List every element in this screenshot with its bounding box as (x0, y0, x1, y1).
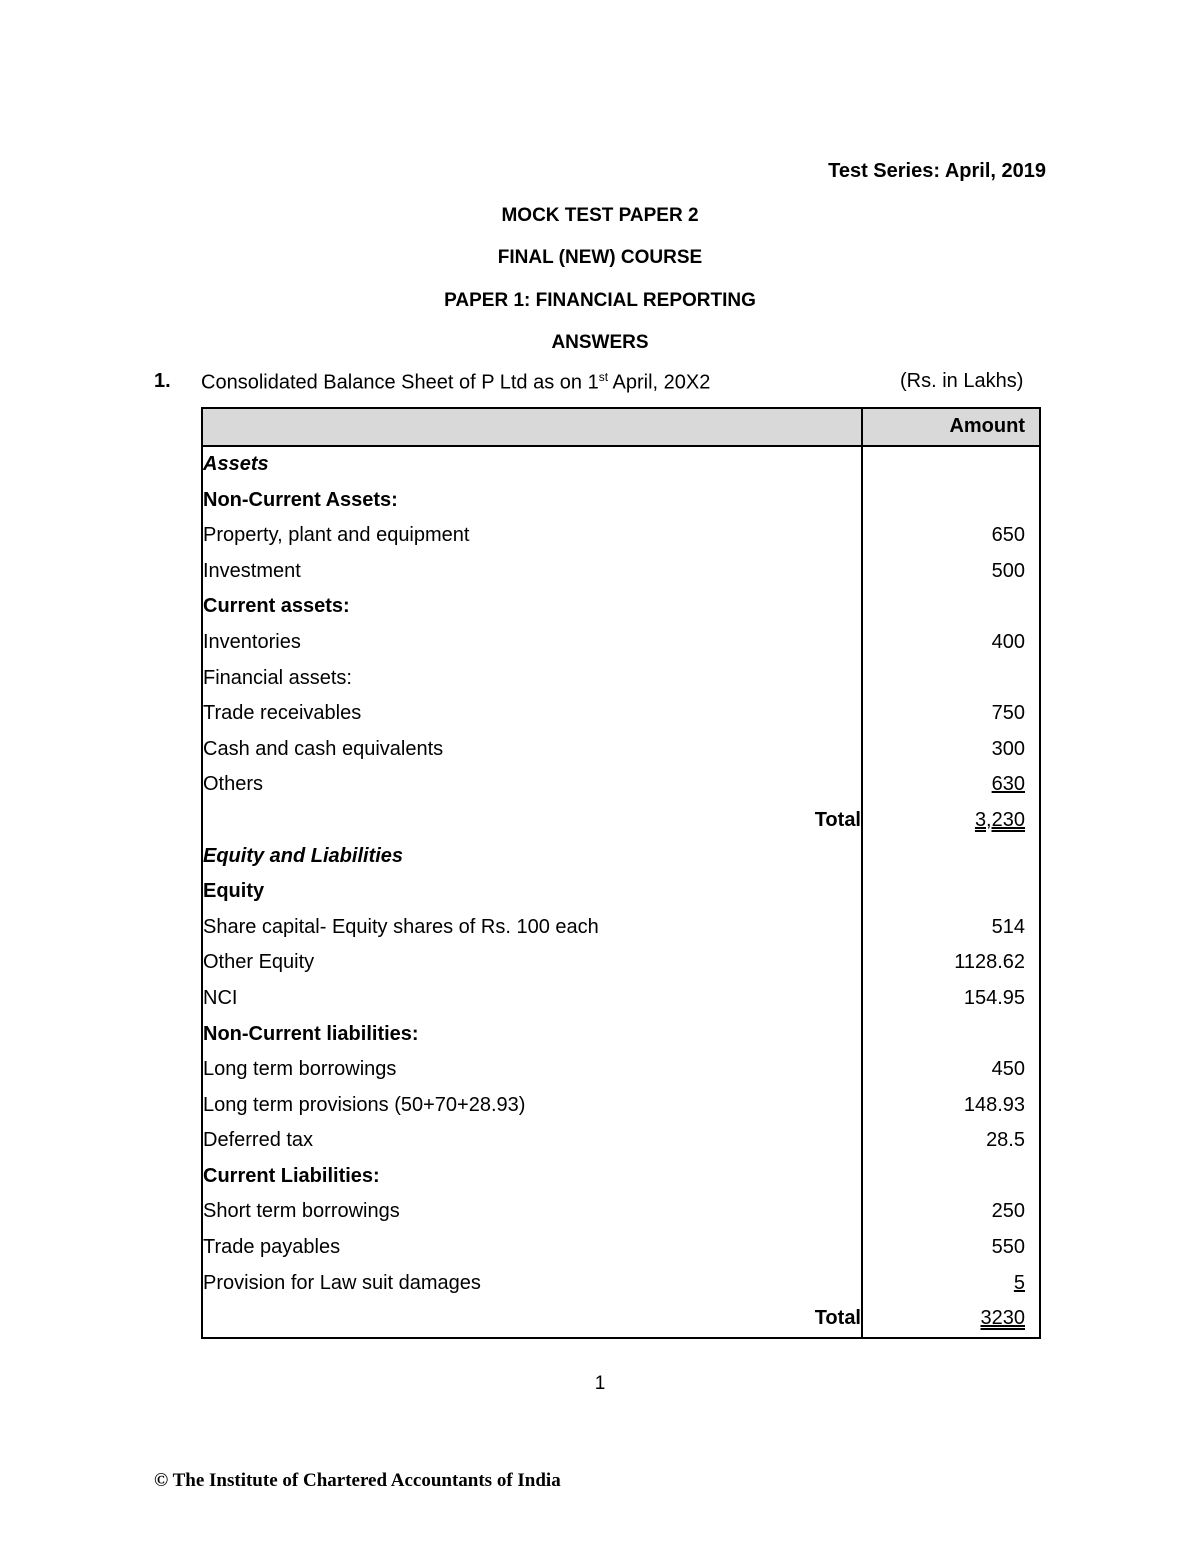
table-row (202, 1088, 1040, 1124)
row-label: Long term borrowings (202, 1052, 862, 1088)
test-series-label: Test Series: April, 2019 (828, 160, 1046, 182)
table-row (202, 1266, 1040, 1302)
row-amount: 500 (991, 559, 1025, 582)
table-row (202, 732, 1040, 768)
double-underlined-amount: 3230 (980, 1307, 1025, 1330)
row-label: Deferred tax (202, 1123, 862, 1159)
table-row (202, 554, 1040, 590)
total-amount (862, 803, 1040, 839)
header-label-cell (202, 408, 862, 446)
table-row (202, 1159, 1040, 1195)
row-amount (862, 839, 1040, 875)
row-amount: 28.5 (986, 1129, 1025, 1152)
row-label: Equity (202, 874, 862, 910)
unit-label: (Rs. in Lakhs) (900, 370, 1024, 392)
row-label: Property, plant and equipment (202, 518, 862, 554)
table-row (202, 1230, 1040, 1266)
row-amount (862, 589, 1040, 625)
table-row (202, 661, 1040, 697)
total-label: Total (202, 803, 862, 839)
answers-heading: ANSWERS (551, 332, 649, 353)
row-amount: 750 (991, 702, 1025, 725)
question-number: 1. (154, 370, 171, 392)
row-amount (862, 661, 1040, 697)
row-label: Share capital- Equity shares of Rs. 100 each (202, 910, 862, 946)
paper-subject-title: PAPER 1: FINANCIAL REPORTING (444, 290, 756, 311)
total-label: Total (202, 1301, 862, 1338)
table-row (202, 1123, 1040, 1159)
paper-title: MOCK TEST PAPER 2 (501, 205, 699, 226)
table-row (202, 446, 1040, 483)
row-amount: 1128.62 (954, 951, 1025, 974)
total-row (202, 1301, 1040, 1338)
row-label: Non-Current liabilities: (202, 1017, 862, 1053)
row-amount (862, 767, 1040, 803)
table-row (202, 1194, 1040, 1230)
row-amount: 250 (991, 1200, 1025, 1223)
table-row (202, 589, 1040, 625)
row-label: NCI (202, 981, 862, 1017)
row-amount: 550 (991, 1236, 1025, 1259)
row-amount: 300 (991, 737, 1025, 760)
row-label: Assets (202, 446, 862, 483)
row-amount (862, 483, 1040, 519)
row-label: Financial assets: (202, 661, 862, 697)
footer-copyright: © The Institute of Chartered Accountants of India (154, 1470, 561, 1491)
row-amount: 450 (991, 1058, 1025, 1081)
table-row (202, 767, 1040, 803)
table-row (202, 1052, 1040, 1088)
page-number: 1 (594, 1373, 606, 1394)
total-amount (862, 1301, 1040, 1338)
row-label: Long term provisions (50+70+28.93) (202, 1088, 862, 1124)
double-underlined-amount: 3,230 (974, 808, 1025, 831)
row-label: Others (202, 767, 862, 803)
row-label: Investment (202, 554, 862, 590)
row-label: Current assets: (202, 589, 862, 625)
row-label: Inventories (202, 625, 862, 661)
total-row (202, 803, 1040, 839)
row-amount (862, 1017, 1040, 1053)
row-amount (862, 1159, 1040, 1195)
row-amount (862, 1266, 1040, 1302)
row-label: Short term borrowings (202, 1194, 862, 1230)
row-label: Equity and Liabilities (202, 839, 862, 875)
table-row (202, 874, 1040, 910)
row-label: Current Liabilities: (202, 1159, 862, 1195)
row-label: Non-Current Assets: (202, 483, 862, 519)
table-header-row (202, 408, 1040, 446)
row-label: Trade payables (202, 1230, 862, 1266)
balance-sheet-table (201, 407, 1041, 1339)
row-amount: 154.95 (963, 986, 1025, 1009)
row-label: Trade receivables (202, 696, 862, 732)
question-title: Consolidated Balance Sheet of P Ltd as on 1st April, 20X2 (201, 370, 711, 394)
table-row (202, 910, 1040, 946)
row-amount (862, 874, 1040, 910)
table-row (202, 981, 1040, 1017)
table-row (202, 696, 1040, 732)
row-amount: 148.93 (963, 1093, 1025, 1116)
table-row (202, 839, 1040, 875)
row-label: Provision for Law suit damages (202, 1266, 862, 1302)
row-amount: 650 (991, 524, 1025, 547)
underlined-amount: 5 (1013, 1271, 1025, 1294)
row-amount (862, 446, 1040, 483)
course-title: FINAL (NEW) COURSE (497, 247, 703, 268)
row-amount: 400 (991, 630, 1025, 653)
amount-header: Amount (862, 408, 1040, 446)
table-row (202, 483, 1040, 519)
table-row (202, 1017, 1040, 1053)
table-row (202, 625, 1040, 661)
underlined-amount: 630 (991, 773, 1025, 796)
row-label: Other Equity (202, 945, 862, 981)
table-row (202, 945, 1040, 981)
table-row (202, 518, 1040, 554)
row-amount: 514 (991, 915, 1025, 938)
row-label: Cash and cash equivalents (202, 732, 862, 768)
